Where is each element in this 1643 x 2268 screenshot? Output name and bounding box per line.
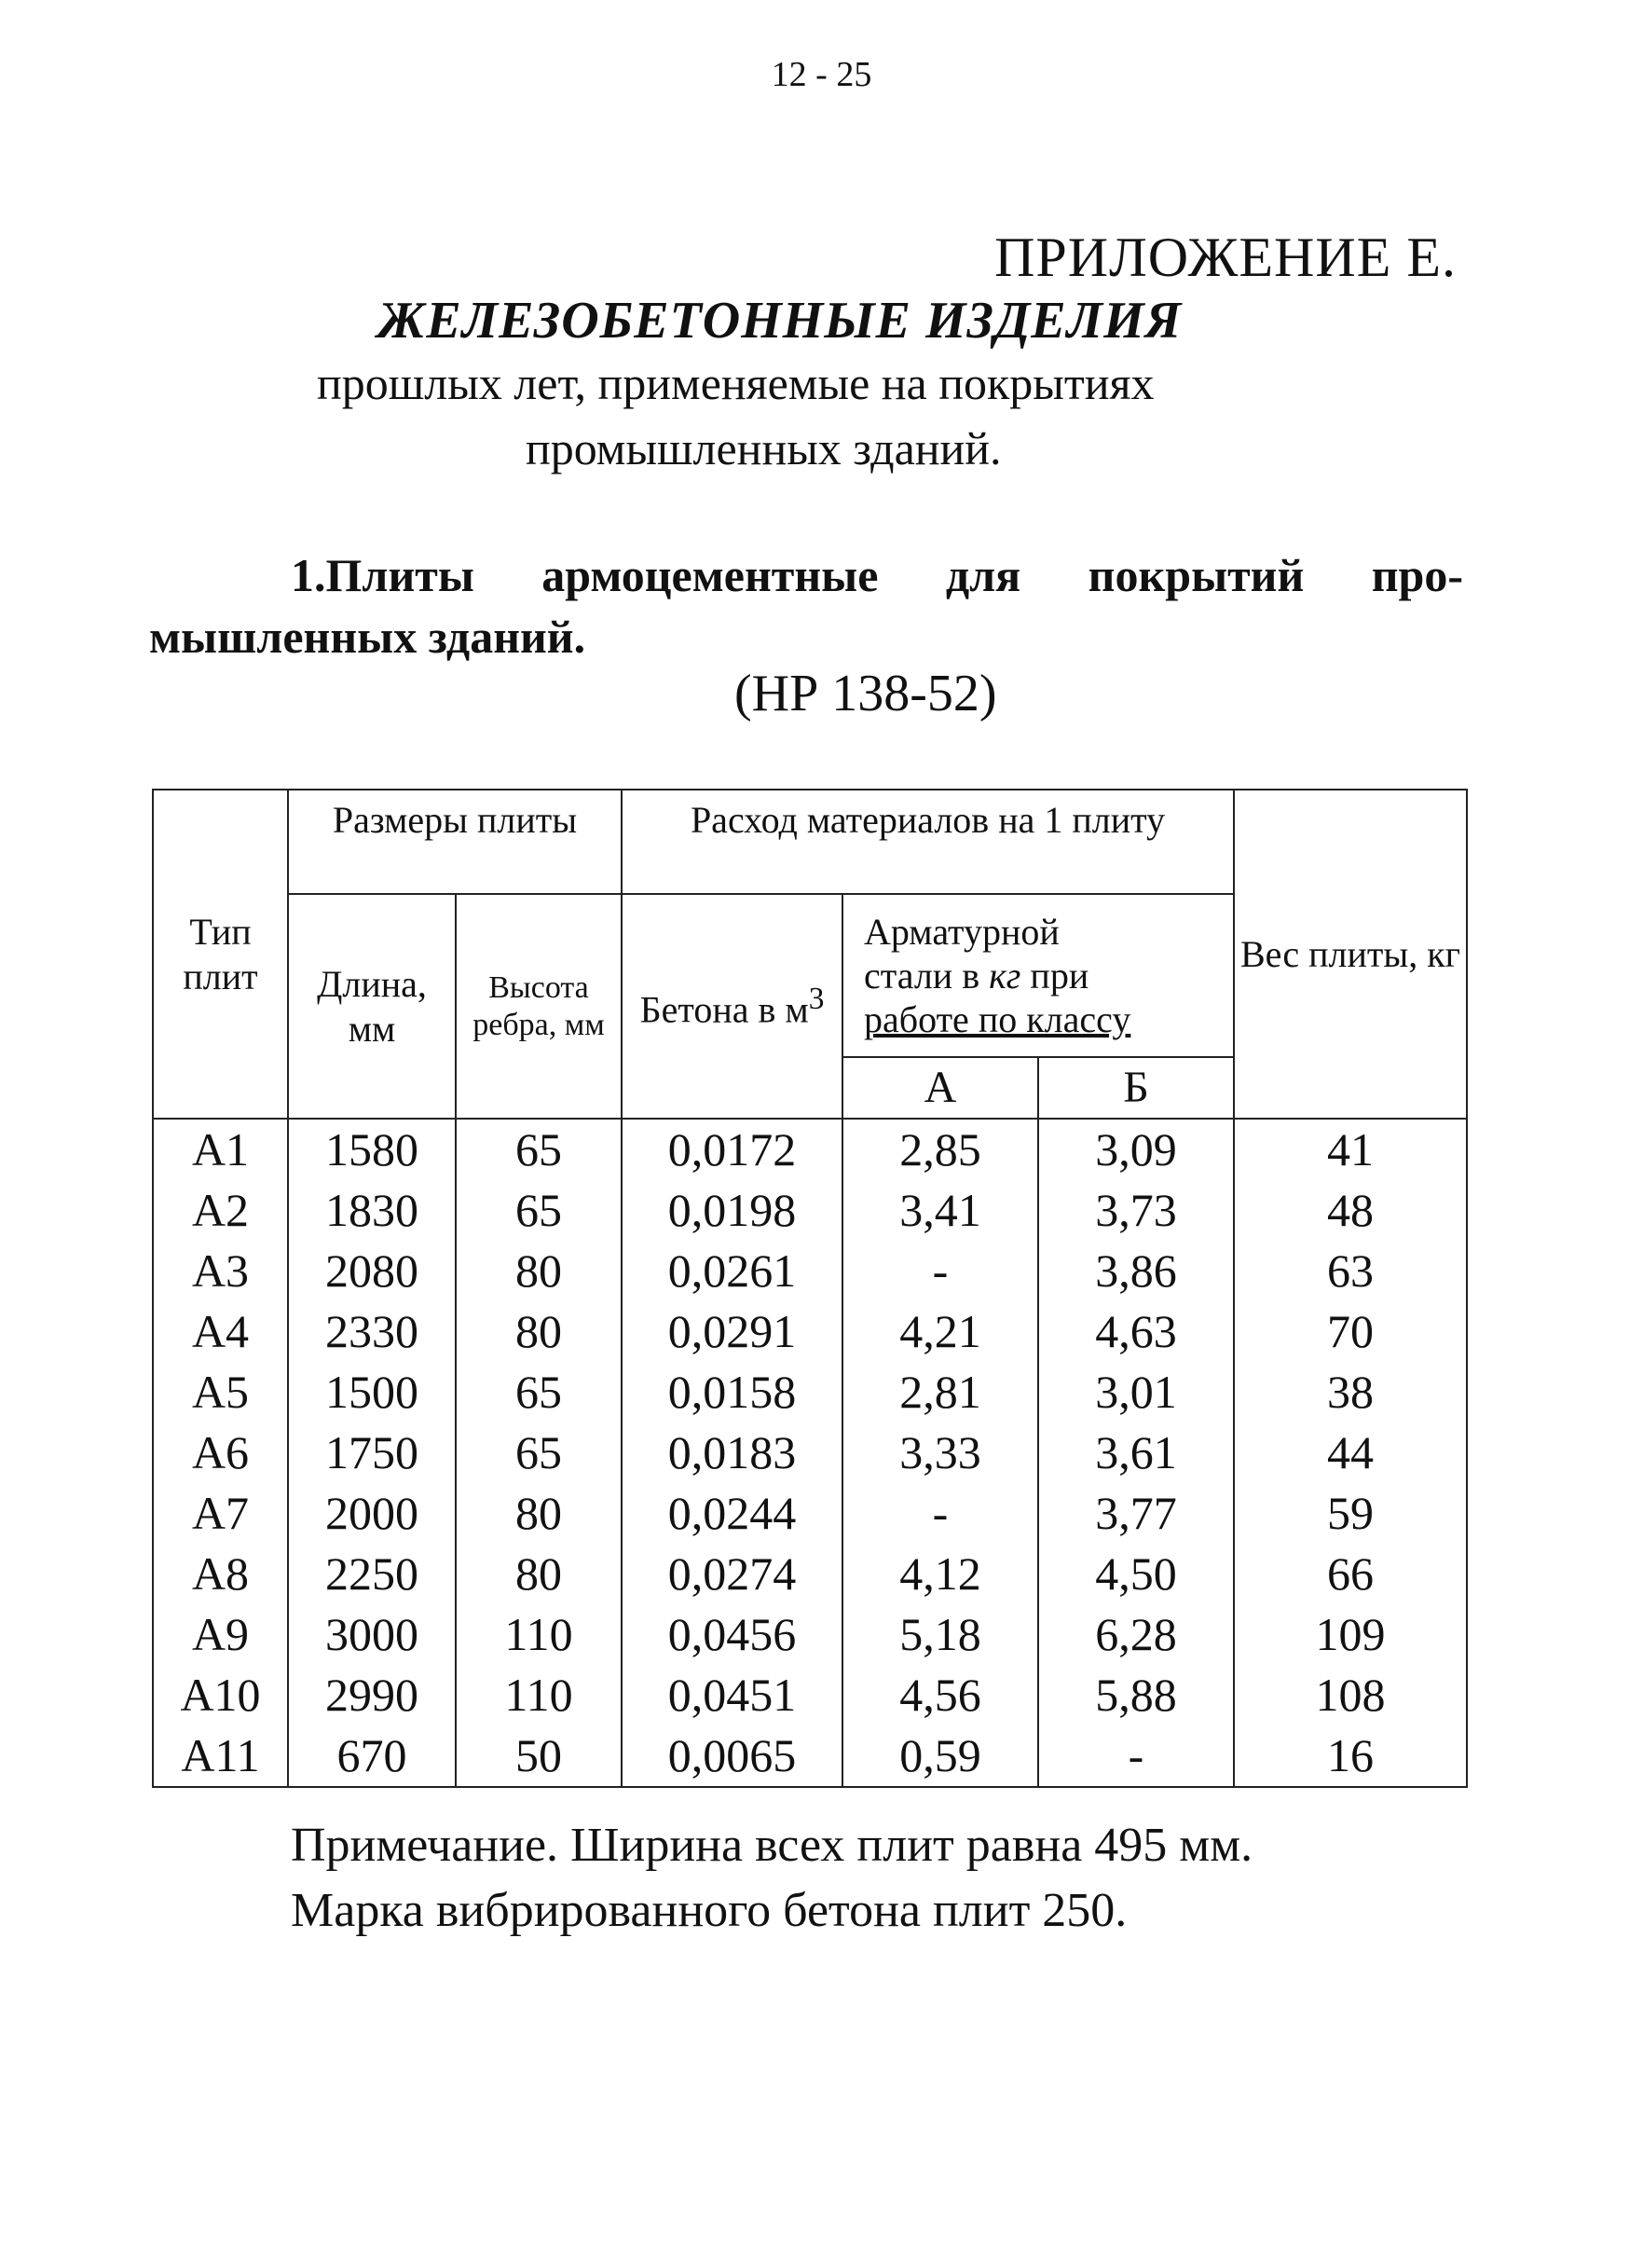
cell-type: А9 [153,1604,288,1665]
cell-b: 3,61 [1038,1423,1234,1483]
cell-concrete: 0,0183 [622,1423,842,1483]
cell-a: 4,56 [842,1665,1038,1725]
cell-rib: 110 [456,1665,622,1725]
cell-b: 3,01 [1038,1362,1234,1423]
cell-length: 670 [288,1725,456,1787]
section-code: (НР 138-52) [734,665,997,722]
cell-concrete: 0,0451 [622,1665,842,1725]
cell-length: 3000 [288,1604,456,1665]
cell-type: А7 [153,1483,288,1544]
cell-concrete: 0,0158 [622,1362,842,1423]
cell-b: 3,73 [1038,1180,1234,1241]
cell-weight: 59 [1234,1483,1467,1544]
cell-weight: 38 [1234,1362,1467,1423]
cell-rib: 65 [456,1423,622,1483]
cell-rib: 80 [456,1483,622,1544]
cell-weight: 44 [1234,1423,1467,1483]
cell-length: 1500 [288,1362,456,1423]
cell-type: А1 [153,1119,288,1180]
header-rib-height: Высота ребра, мм [456,894,622,1119]
header-consumption: Расход материалов на 1 плиту [622,790,1234,894]
cell-a: 0,59 [842,1725,1038,1787]
cell-weight: 109 [1234,1604,1467,1665]
table-row [153,1544,1467,1604]
header-length: Длина, мм [288,894,456,1119]
cell-a: 3,33 [842,1423,1038,1483]
table-row [153,1423,1467,1483]
cell-rib: 110 [456,1604,622,1665]
cell-weight: 41 [1234,1119,1467,1180]
cell-type: А2 [153,1180,288,1241]
table-row [153,1604,1467,1665]
cell-a: - [842,1483,1038,1544]
cell-a: - [842,1241,1038,1301]
header-rebar: Арматурной стали в кг при работе по классу [842,894,1234,1057]
cell-type: А3 [153,1241,288,1301]
section-title-line1: 1.Плиты армоцементные для покрытий про- [291,549,1463,601]
cell-weight: 48 [1234,1180,1467,1241]
note-line2: Марка вибрированного бетона плит 250. [291,1884,1128,1937]
cell-weight: 108 [1234,1665,1467,1725]
cell-concrete: 0,0172 [622,1119,842,1180]
table-row [153,1362,1467,1423]
table-row [153,1725,1467,1787]
cell-a: 5,18 [842,1604,1038,1665]
cell-weight: 16 [1234,1725,1467,1787]
cell-b: - [1038,1725,1234,1787]
cell-weight: 66 [1234,1544,1467,1604]
cell-a: 2,81 [842,1362,1038,1423]
cell-rib: 80 [456,1544,622,1604]
cell-rib: 65 [456,1362,622,1423]
header-class-b: Б [1038,1057,1234,1119]
cell-length: 1580 [288,1119,456,1180]
section-title-line2: мышленных зданий. [149,611,586,663]
header-type: Тип плит [153,790,288,1119]
cell-rib: 65 [456,1180,622,1241]
cell-rib: 50 [456,1725,622,1787]
cell-concrete: 0,0198 [622,1180,842,1241]
cell-length: 2080 [288,1241,456,1301]
appendix-subtitle-line2: промышленных зданий. [526,422,1002,474]
cell-type: А6 [153,1423,288,1483]
cell-length: 2990 [288,1665,456,1725]
cell-weight: 63 [1234,1241,1467,1301]
cell-type: А4 [153,1301,288,1362]
cell-concrete: 0,0274 [622,1544,842,1604]
cell-type: А5 [153,1362,288,1423]
cell-rib: 80 [456,1301,622,1362]
cell-b: 6,28 [1038,1604,1234,1665]
table-row [153,1180,1467,1241]
cell-concrete: 0,0456 [622,1604,842,1665]
cell-a: 2,85 [842,1119,1038,1180]
cell-type: А11 [153,1725,288,1787]
cell-b: 3,77 [1038,1483,1234,1544]
cell-b: 5,88 [1038,1665,1234,1725]
cell-b: 3,09 [1038,1119,1234,1180]
table-row [153,1665,1467,1725]
header-dimensions: Размеры плиты [288,790,622,894]
cell-b: 4,63 [1038,1301,1234,1362]
cell-type: А8 [153,1544,288,1604]
plates-table-body [153,1119,1467,1787]
cell-length: 2330 [288,1301,456,1362]
cell-rib: 80 [456,1241,622,1301]
table-row [153,1483,1467,1544]
cell-concrete: 0,0261 [622,1241,842,1301]
appendix-label: ПРИЛОЖЕНИЕ Е. [994,227,1457,288]
cell-b: 3,86 [1038,1241,1234,1301]
cell-type: А10 [153,1665,288,1725]
cell-concrete: 0,0244 [622,1483,842,1544]
cell-rib: 65 [456,1119,622,1180]
cell-a: 3,41 [842,1180,1038,1241]
table-row [153,1241,1467,1301]
plates-table [152,789,1468,1788]
note-line1: Примечание. Ширина всех плит равна 495 мм. [291,1819,1253,1872]
cell-b: 4,50 [1038,1544,1234,1604]
cell-weight: 70 [1234,1301,1467,1362]
header-concrete: Бетона в $м^3$ [622,894,842,1119]
cell-length: 1830 [288,1180,456,1241]
cell-concrete: 0,0291 [622,1301,842,1362]
cell-a: 4,21 [842,1301,1038,1362]
header-weight: Вес плиты, кг [1234,790,1467,1119]
appendix-subtitle-line1: прошлых лет, применяемые на покрытиях [317,357,1155,409]
cell-length: 2000 [288,1483,456,1544]
appendix-title: ЖЕЛЕЗОБЕТОННЫЕ ИЗДЕЛИЯ [377,292,1183,350]
cell-length: 2250 [288,1544,456,1604]
page-number: 12 - 25 [771,55,872,94]
header-class-a: А [842,1057,1038,1119]
cell-length: 1750 [288,1423,456,1483]
cell-a: 4,12 [842,1544,1038,1604]
cell-concrete: 0,0065 [622,1725,842,1787]
table-row [153,1301,1467,1362]
table-row [153,1119,1467,1180]
